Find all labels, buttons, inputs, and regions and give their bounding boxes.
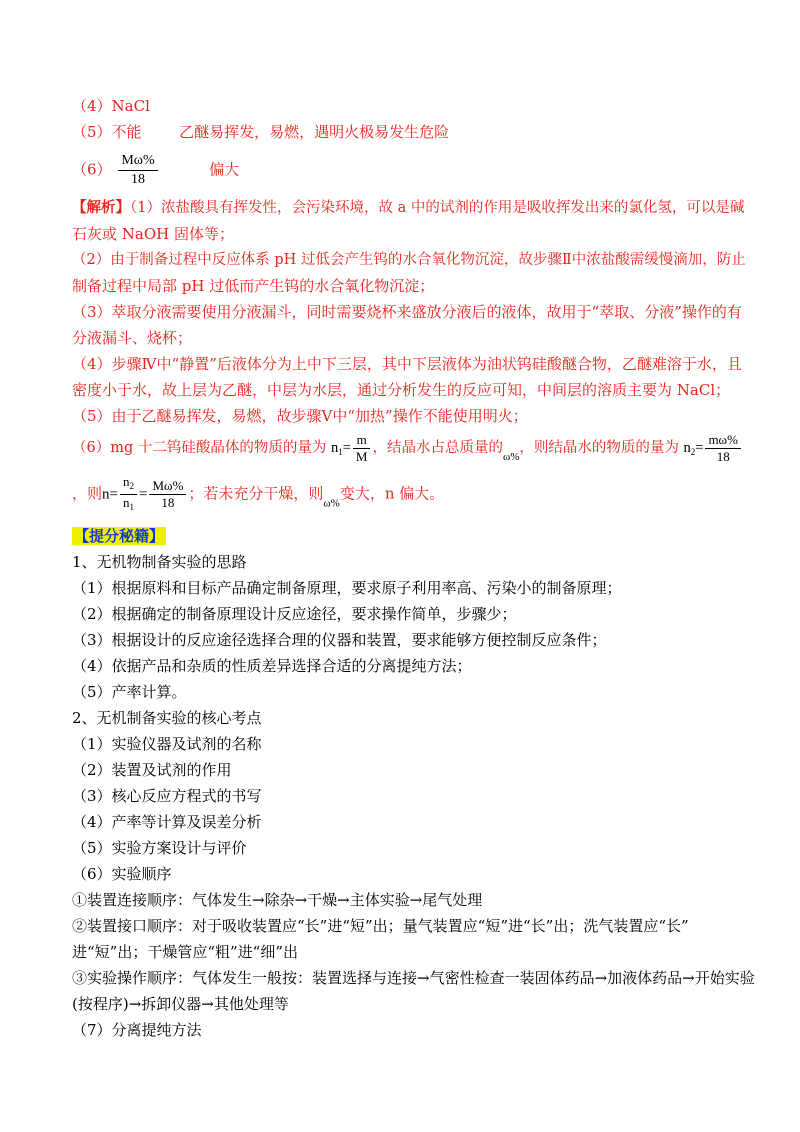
section-1-item-3: （3）根据设计的反应途径选择合理的仪器和装置，要求能够方便控制反应条件； xyxy=(72,631,607,649)
analysis-p1b: 石灰或 NaOH 固体等； xyxy=(72,225,234,243)
answer-6-text: 偏大 xyxy=(209,160,240,179)
answer-6-fraction xyxy=(118,152,157,189)
section-1-item-4: （4）依据产品和杂质的性质差异选择合适的分离提纯方法； xyxy=(72,657,472,675)
fraction-Mw-over-18 xyxy=(149,478,186,511)
fraction-n1 xyxy=(120,495,137,515)
answer-6-denominator: 18 xyxy=(130,172,145,187)
analysis-p2a: （2）由于制备过程中反应体系 pH 过低会产生钨的水合氧化物沉淀，故步骤Ⅱ中浓盐酸需缓慢滴加，防止 xyxy=(72,252,746,268)
fraction-m: m xyxy=(353,432,371,449)
analysis-p1a-text: （1）浓盐酸具有挥发性，会污染环境，故 a 中的试剂的作用是吸收挥发出来的氯化氢，可以是碱 xyxy=(130,200,745,216)
section-1-item-5: （5）产率计算。 xyxy=(72,683,187,701)
n2-sub: 2 xyxy=(129,481,134,491)
answer-6-label: （6） xyxy=(72,160,112,179)
section-1-heading: 1、无机物制备实验的思路 xyxy=(72,553,247,571)
n2-equals: = xyxy=(695,440,704,456)
answer-5-text: 乙醚易挥发，易燃，遇明火极易发生危险 xyxy=(179,123,450,141)
analysis-p6-pre: （6）mg 十二钨硅酸晶体的物质的量为 xyxy=(72,440,327,456)
n2-letter: n xyxy=(122,474,130,489)
analysis-p4a: （4）步骤Ⅳ中“静置”后液体分为上中下三层，其中下层液体为油状钨硅酸醚合物，乙醚难溶于水，且 xyxy=(72,355,742,373)
analysis-p6-mid2: ，则结晶水的物质的量为 xyxy=(519,440,679,456)
order-1: ①装置连接顺序：气体发生→除杂→干燥→主体实验→尾气处理 xyxy=(72,891,483,909)
tips-title: 【提分秘籍】 xyxy=(74,527,165,545)
section-1-item-1: （1）根据原料和目标产品确定制备原理，要求原子利用率高、污染小的制备原理； xyxy=(72,579,622,597)
section-2-item-3: （3）核心反应方程式的书写 xyxy=(72,787,262,805)
fraction-M: M xyxy=(355,448,368,464)
formula-n: n= xyxy=(102,486,118,503)
section-2-item-7: （7）分离提纯方法 xyxy=(72,1021,202,1039)
analysis-tag: 【解析】 xyxy=(72,199,130,216)
fraction-Mw: Mω% xyxy=(149,478,186,495)
n1-equals: = xyxy=(342,440,351,456)
analysis-p7-mid: ；若未充分干燥，则 xyxy=(188,484,324,503)
section-2-item-1: （1）实验仪器及试剂的名称 xyxy=(72,735,262,753)
order-3b: (按程序)→拆卸仪器→其他处理等 xyxy=(72,995,289,1013)
tips-title-row xyxy=(72,526,166,546)
omega-percent-2: ω% xyxy=(323,497,340,510)
fraction-n2-over-n1 xyxy=(120,474,137,515)
n1-sub: 1 xyxy=(129,502,134,512)
order-2a: ②装置接口顺序：对于吸收装置应“长”进“短”出；量气装置应“短”进“长”出；洗气装置应“长” xyxy=(72,917,689,935)
fraction-18: 18 xyxy=(716,448,730,464)
analysis-p5: （5）由于乙醚易挥发，易燃，故步骤Ⅴ中“加热”操作不能使用明火； xyxy=(72,407,528,425)
formula-equals: = xyxy=(138,486,148,503)
formula-n1 xyxy=(331,440,351,456)
analysis-p6 xyxy=(72,430,743,475)
analysis-p3a: （3）萃取分液需要使用分液漏斗，同时需要烧杯来盛放分液后的液体，故用于“萃取、分液”操作的有 xyxy=(72,303,742,321)
answer-5 xyxy=(72,122,449,142)
analysis-p7-post: 变大，n 偏大。 xyxy=(339,484,445,503)
section-2-item-4: （4）产率等计算及误差分析 xyxy=(72,813,262,831)
analysis-p2b: 制备过程中局部 pH 过低而产生钨的水合氧化物沉淀； xyxy=(72,277,435,295)
n1-symbol: n xyxy=(330,440,339,456)
fraction-n2 xyxy=(120,474,137,495)
answer-6-numerator: Mω% xyxy=(118,152,157,171)
n2-subscript: 2 xyxy=(690,447,696,457)
analysis-p1a xyxy=(72,198,744,218)
fraction-mw-over-18 xyxy=(705,432,741,465)
section-2-item-5: （5）实验方案设计与评价 xyxy=(72,839,247,857)
section-1-item-2: （2）根据确定的制备原理设计反应途径，要求操作简单，步骤少； xyxy=(72,605,517,623)
fraction-mw: mω% xyxy=(705,432,741,449)
fraction-18b: 18 xyxy=(161,495,175,510)
omega-percent-1: ω% xyxy=(502,451,520,463)
fraction-m-over-M xyxy=(353,432,371,465)
analysis-p6-mid: ，结晶水占总质量的 xyxy=(372,440,503,456)
order-3a: ③实验操作顺序：气体发生一般按：装置选择与连接→气密性检查一装固体药品→加液体药品→开始实验 xyxy=(72,969,755,987)
analysis-p4b: 密度小于水，故上层为乙醚，中层为水层，通过分析发生的反应可知，中间层的溶质主要为 NaCl； xyxy=(72,381,731,399)
answer-6 xyxy=(72,152,239,189)
answer-4: （4）NaCl xyxy=(72,97,150,115)
n1-subscript: 1 xyxy=(338,447,343,457)
n1-letter: n xyxy=(122,495,130,510)
section-2-item-6: （6）实验顺序 xyxy=(72,865,172,883)
order-2b: 进“短”出；干燥管应“粗”进“细”出 xyxy=(72,943,299,961)
analysis-p3b: 分液漏斗、烧杯； xyxy=(72,329,193,347)
section-2-heading: 2、无机制备实验的核心考点 xyxy=(72,709,262,727)
analysis-p7 xyxy=(72,474,444,523)
n2-symbol: n xyxy=(683,440,691,456)
answer-5-label: （5）不能 xyxy=(72,123,142,141)
analysis-p7-pre: ，则 xyxy=(72,484,103,503)
section-2-item-2: （2）装置及试剂的作用 xyxy=(72,761,232,779)
formula-n2 xyxy=(684,440,704,456)
